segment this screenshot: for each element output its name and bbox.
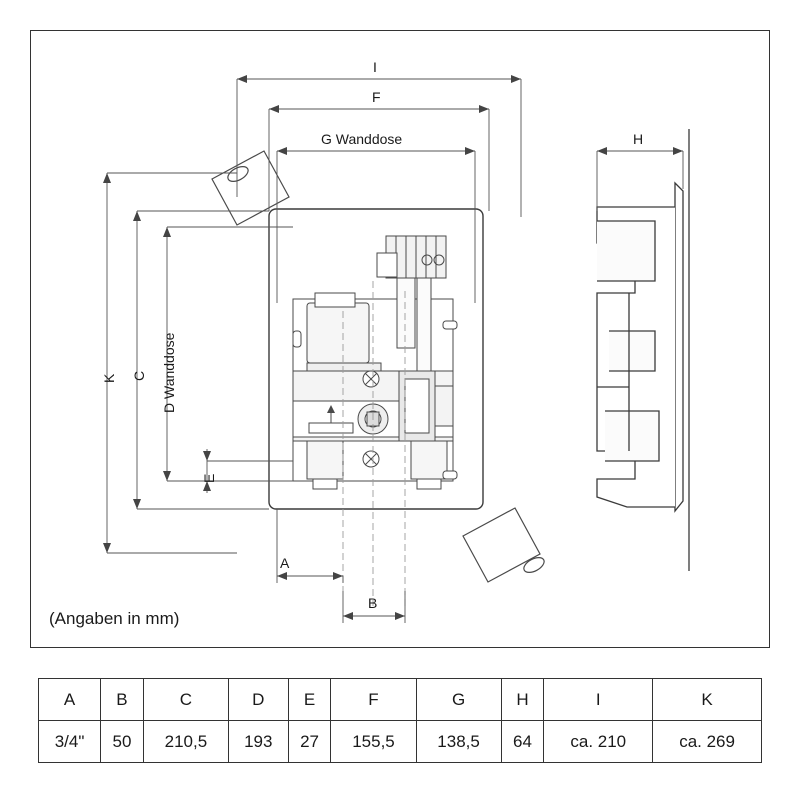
table-header-i: I (544, 679, 653, 721)
table-value-f: 155,5 (331, 721, 416, 763)
dim-label-I: I (373, 59, 377, 75)
dim-label-G: G Wanddose (321, 131, 403, 147)
table-value-c: 210,5 (143, 721, 228, 763)
table-value-g: 138,5 (416, 721, 501, 763)
table-row-values (39, 721, 762, 763)
dim-label-F: F (372, 89, 381, 105)
table-header-d: D (228, 679, 288, 721)
table-value-h: 64 (501, 721, 544, 763)
table-header-a: A (39, 679, 101, 721)
dim-label-K: K (101, 373, 117, 383)
dim-label-H: H (633, 131, 644, 147)
drawing-vector-layer (31, 31, 769, 647)
table-value-d: 193 (228, 721, 288, 763)
table-value-b: 50 (101, 721, 144, 763)
table-header-c: C (143, 679, 228, 721)
table-header-b: B (101, 679, 144, 721)
table-header-g: G (416, 679, 501, 721)
dim-label-B: B (368, 595, 378, 611)
table-header-f: F (331, 679, 416, 721)
dimension-table (38, 678, 762, 763)
table-header-e: E (288, 679, 331, 721)
table-row-headers (39, 679, 762, 721)
dim-label-E: E (201, 473, 217, 483)
table-value-a: 3/4" (39, 721, 101, 763)
table-value-k: ca. 269 (653, 721, 762, 763)
table-value-i: ca. 210 (544, 721, 653, 763)
table-value-e: 27 (288, 721, 331, 763)
dim-label-C: C (131, 370, 147, 381)
drawing-frame (30, 30, 770, 648)
table-header-k: K (653, 679, 762, 721)
dim-label-D: D Wanddose (161, 332, 177, 413)
table-header-h: H (501, 679, 544, 721)
dim-label-A: A (280, 555, 290, 571)
units-note: (Angaben in mm) (49, 609, 180, 628)
